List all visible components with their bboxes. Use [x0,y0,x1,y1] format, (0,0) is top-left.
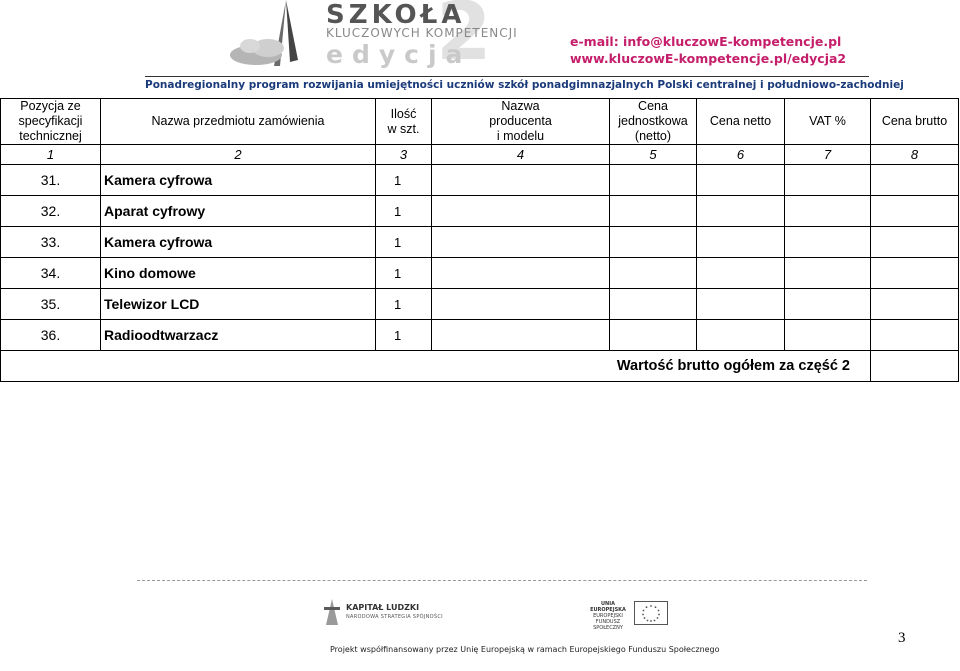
row-vat-cell[interactable] [785,320,871,351]
table-row [1,258,959,289]
row-manufacturer-cell[interactable] [432,227,610,258]
row-quantity: 1 [376,165,432,196]
row-unit-price-cell[interactable] [610,320,697,351]
cofinancing-note: Projekt współfinansowany przez Unię Europejską w ramach Europejskiego Funduszu Społecznego [330,645,720,654]
row-quantity: 1 [376,320,432,351]
header-unit-price: Cena jednostkowa (netto) [610,99,697,145]
table-row [1,196,959,227]
kapital-ludzki-subtitle: NARODOWA STRATEGIA SPÓJNOŚCI [346,614,443,620]
header-divider [145,76,869,77]
table-row [1,227,959,258]
row-quantity: 1 [376,196,432,227]
row-vat-cell[interactable] [785,165,871,196]
header-vat: VAT % [785,99,871,145]
row-quantity: 1 [376,258,432,289]
row-gross-price-cell[interactable] [871,289,959,320]
kapital-ludzki-title: KAPITAŁ LUDZKI [346,603,420,612]
column-number: 8 [871,145,959,165]
contact-block [570,33,846,67]
total-label: Wartość brutto ogółem za część 2 [1,351,871,382]
row-unit-price-cell[interactable] [610,289,697,320]
kapital-ludzki-logo-icon [322,597,342,627]
row-manufacturer-cell[interactable] [432,289,610,320]
brand-number: 2 [436,0,492,78]
row-gross-price-cell[interactable] [871,196,959,227]
row-unit-price-cell[interactable] [610,165,697,196]
brand-edition: edycja [326,40,472,69]
table-header-row [1,99,959,145]
row-manufacturer-cell[interactable] [432,165,610,196]
row-net-price-cell[interactable] [697,289,785,320]
total-value-cell[interactable] [871,351,959,382]
row-vat-cell[interactable] [785,289,871,320]
column-number-row [1,145,959,165]
row-unit-price-cell[interactable] [610,227,697,258]
total-row [1,351,959,382]
column-number: 7 [785,145,871,165]
row-vat-cell[interactable] [785,196,871,227]
row-item-name: Aparat cyfrowy [101,196,376,227]
row-position: 32. [1,196,101,227]
row-vat-cell[interactable] [785,258,871,289]
header-net-price: Cena netto [697,99,785,145]
row-position: 33. [1,227,101,258]
row-manufacturer-cell[interactable] [432,196,610,227]
table-row [1,165,959,196]
row-item-name: Kamera cyfrowa [101,227,376,258]
row-quantity: 1 [376,227,432,258]
header-quantity: Ilość w szt. [376,99,432,145]
row-net-price-cell[interactable] [697,165,785,196]
footer-divider [137,580,867,581]
column-number: 3 [376,145,432,165]
row-unit-price-cell[interactable] [610,196,697,227]
header-gross-price: Cena brutto [871,99,959,145]
row-manufacturer-cell[interactable] [432,320,610,351]
program-title: Ponadregionalny program rozwijania umiejętności uczniów szkół ponadgimnazjalnych Polski centralnej i południowo-zachodniej [145,79,904,91]
row-manufacturer-cell[interactable] [432,258,610,289]
row-gross-price-cell[interactable] [871,320,959,351]
column-number: 5 [610,145,697,165]
column-number: 2 [101,145,376,165]
row-gross-price-cell[interactable] [871,227,959,258]
table-row [1,289,959,320]
column-number: 4 [432,145,610,165]
header-item-name: Nazwa przedmiotu zamówienia [101,99,376,145]
order-table [0,98,959,382]
column-number: 1 [1,145,101,165]
header-position: Pozycja ze specyfikacji technicznej [1,99,101,145]
table-row [1,320,959,351]
row-item-name: Kamera cyfrowa [101,165,376,196]
page-number: 3 [898,630,906,646]
school-logo-icon [228,0,318,70]
row-item-name: Telewizor LCD [101,289,376,320]
row-item-name: Kino domowe [101,258,376,289]
row-net-price-cell[interactable] [697,320,785,351]
row-quantity: 1 [376,289,432,320]
eu-fund-text: UNIA EUROPEJSKA EUROPEJSKI FUNDUSZ SPOŁECZNY [590,601,626,631]
row-gross-price-cell[interactable] [871,258,959,289]
row-position: 36. [1,320,101,351]
brand-subtitle: KLUCZOWYCH KOMPETENCJI [326,26,518,40]
row-net-price-cell[interactable] [697,227,785,258]
column-number: 6 [697,145,785,165]
header-manufacturer: Nazwa producenta i modelu [432,99,610,145]
row-position: 31. [1,165,101,196]
contact-website[interactable]: www.kluczowE-kompetencje.pl/edycja2 [570,51,847,66]
row-net-price-cell[interactable] [697,258,785,289]
row-item-name: Radioodtwarzacz [101,320,376,351]
row-position: 35. [1,289,101,320]
row-vat-cell[interactable] [785,227,871,258]
contact-email[interactable]: e-mail: info@kluczowE-kompetencje.pl [570,34,842,49]
row-net-price-cell[interactable] [697,196,785,227]
row-gross-price-cell[interactable] [871,165,959,196]
brand-title: SZKOŁA [326,0,466,30]
row-unit-price-cell[interactable] [610,258,697,289]
eu-flag-icon [634,601,668,625]
row-position: 34. [1,258,101,289]
